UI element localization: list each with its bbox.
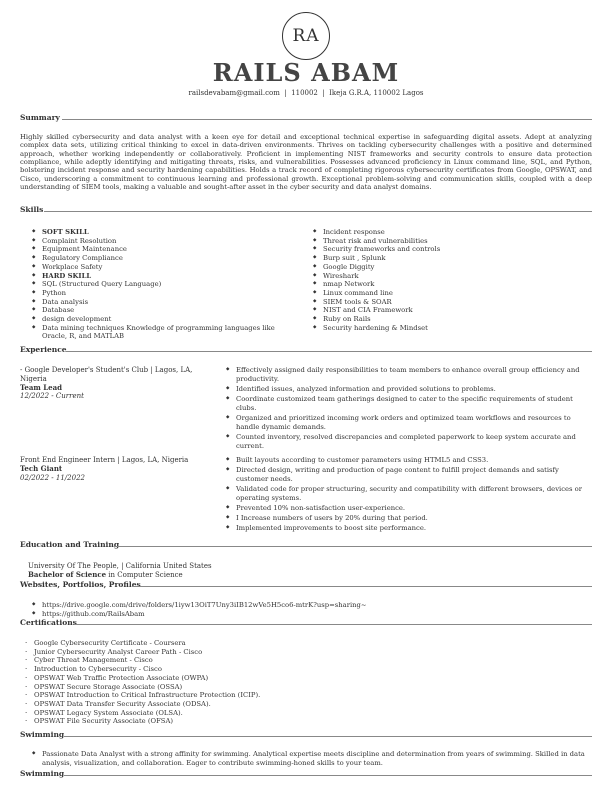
websites-heading: Websites, Portfolios, Profiles bbox=[20, 580, 141, 589]
skill-item: ◆ design development bbox=[32, 315, 294, 324]
contact-line bbox=[0, 89, 612, 97]
certification-item: · Junior Cybersecurity Analyst Career Path - Cisco bbox=[24, 648, 584, 657]
job-bullets bbox=[226, 366, 592, 450]
degree-type: Bachelor of Science bbox=[28, 569, 107, 579]
education-entry bbox=[28, 562, 428, 580]
divider bbox=[114, 546, 592, 547]
job-bullet: ◆ Implemented improvements to boost site performance. bbox=[226, 524, 592, 533]
skill-item: ◆ Incident response bbox=[313, 228, 583, 237]
certification-item: · OPSWAT Legacy System Associate (OLSA). bbox=[24, 709, 584, 718]
summary-heading: Summary bbox=[20, 113, 60, 122]
skill-item: ◆ Equipment Maintenance bbox=[32, 245, 294, 254]
degree-field: in Computer Science bbox=[106, 570, 183, 579]
certification-item: · Cyber Threat Management - Cisco bbox=[24, 656, 584, 665]
divider bbox=[74, 624, 592, 625]
job-bullet: ◆ Prevented 10% non-satisfaction user-experience. bbox=[226, 504, 592, 513]
job-bullet: ◆ Organized and prioritized incoming work orders and optimized team workflows and resources to handle dynamic demands. bbox=[226, 414, 592, 431]
skill-item: ◆ nmap Network bbox=[313, 280, 583, 289]
swimming-heading-2: Swimming bbox=[20, 769, 65, 778]
education-heading: Education and Training bbox=[20, 540, 120, 549]
certifications-heading: Certifications bbox=[20, 618, 77, 627]
skill-item: ◆ Database bbox=[32, 306, 294, 315]
swimming-text bbox=[32, 750, 592, 767]
certification-item: · OPSWAT Secure Storage Associate (OSSA) bbox=[24, 683, 584, 692]
skill-group-heading: ◆ HARD SKILL bbox=[32, 272, 294, 281]
job-meta bbox=[20, 456, 218, 482]
divider bbox=[44, 211, 592, 212]
certification-item: · OPSWAT Data Transfer Security Associate (ODSA). bbox=[24, 700, 584, 709]
job-role: Team Lead bbox=[20, 382, 63, 392]
skill-item: ◆ Wireshark bbox=[313, 272, 583, 281]
school: University Of The People, | California United States bbox=[28, 562, 212, 570]
skill-item: ◆ Data mining techniques Knowledge of programming languages like Oracle, R, and MATLAB bbox=[32, 324, 294, 341]
certification-item: · Google Cybersecurity Certificate - Coursera bbox=[24, 639, 584, 648]
job-dates: 02/2022 - 11/2022 bbox=[20, 473, 85, 482]
skill-item: ◆ Regulatory Compliance bbox=[32, 254, 294, 263]
skill-item: ◆ Ruby on Rails bbox=[313, 315, 583, 324]
job-bullet: ◆ Coordinate customized team gatherings designed to cater to the specific requirements of student clubs. bbox=[226, 395, 592, 412]
job-bullet: ◆ Built layouts according to customer parameters using HTML5 and CSS3. bbox=[226, 456, 592, 465]
job-bullet: ◆ Identified issues, analyzed information and provided solutions to problems. bbox=[226, 385, 592, 394]
divider bbox=[64, 775, 592, 776]
certification-item: · Introduction to Cybersecurity - Cisco bbox=[24, 665, 584, 674]
experience-heading: Experience bbox=[20, 345, 67, 354]
divider bbox=[64, 736, 592, 737]
separator: | bbox=[322, 89, 325, 97]
skill-item: ◆ Security hardening & Mindset bbox=[313, 324, 583, 333]
postal-code: 110002 bbox=[291, 89, 318, 97]
certification-item: · OPSWAT Introduction to Critical Infrastructure Protection (ICIP). bbox=[24, 691, 584, 700]
job-role: Tech Giant bbox=[20, 463, 63, 473]
email[interactable]: railsdevabam@gmail.com bbox=[188, 89, 280, 97]
github-link[interactable]: ◆ https://github.com/RailsAbam bbox=[32, 610, 592, 619]
job-meta bbox=[20, 366, 218, 401]
certification-item: · OPSWAT Web Traffic Protection Associate (OWPA) bbox=[24, 674, 584, 683]
monogram: RA bbox=[282, 12, 330, 60]
separator: | bbox=[284, 89, 287, 97]
skill-item: ◆ Workplace Safety bbox=[32, 263, 294, 272]
skill-item: ◆ Python bbox=[32, 289, 294, 298]
skill-item: ◆ SIEM tools & SOAR bbox=[313, 298, 583, 307]
summary-text: Highly skilled cybersecurity and data analyst with a keen eye for detail and exceptional technical expertise in safeguarding digital assets. Adept at analyzing complex data sets, utilizing critical thinking to excel in data-driven environments. Thrives on tackling cybersecurity challenges with a positive and determined approach, whether working independently or collaboratively. Proficient in implementing NIST frameworks and security controls to ensure data protection compliance, while adeptly identifying and mitigating threats, risks, and vulnerabilities. Possesses advanced proficiency in Linux command line, SQL, and Python, bolstering incident response and security hardening capabilities. Holds a track record of completing rigorous cybersecurity certificates from Google, OPSWAT, and Cisco, underscoring a commitment to continuous learning and professional growth. Exceptional problem-solving and communication skills, coupled with a deep understanding of SIEM tools, making a valuable and sought-after asset in the cyber security and data analyst domains. bbox=[20, 133, 592, 192]
skills-left-column bbox=[32, 228, 294, 341]
portfolio-link[interactable]: ◆ https://drive.google.com/drive/folders/1iyw13OiT7Uny3iIB12wVe5H5co6-mtrK?usp=sharing~ bbox=[32, 601, 592, 610]
swimming-bullet: ◆ Passionate Data Analyst with a strong affinity for swimming. Analytical expertise meets discipline and determination from years of swimming. Skilled in data analysis, visualization, and collaboration. Eager to contribute swimming-honed skills to your team. bbox=[32, 750, 592, 767]
divider bbox=[66, 351, 592, 352]
divider bbox=[62, 119, 592, 120]
job-bullet: ◆ I Increase numbers of users by 20% during that period. bbox=[226, 514, 592, 523]
skill-item: ◆ NIST and CIA Framework bbox=[313, 306, 583, 315]
job-employer: - Google Developer's Student's Club | Lagos, LA, Nigeria bbox=[20, 366, 193, 383]
skill-item: ◆ Burp suit , Splunk bbox=[313, 254, 583, 263]
job-bullet: ◆ Counted inventory, resolved discrepancies and completed paperwork to keep system accurate and current. bbox=[226, 433, 592, 450]
job-bullets bbox=[226, 456, 592, 533]
skill-item: ◆ Data analysis bbox=[32, 298, 294, 307]
job-bullet: ◆ Directed design, writing and production of page content to fulfill project demands and satisfy customer needs. bbox=[226, 466, 592, 483]
skill-item: ◆ Threat risk and vulnerabilities bbox=[313, 237, 583, 246]
job-employer: Front End Engineer Intern | Lagos, LA, Nigeria bbox=[20, 456, 189, 464]
certification-item: · OPSWAT File Security Associate (OFSA) bbox=[24, 717, 584, 726]
address: Ikeja G.R.A, 110002 Lagos bbox=[329, 89, 424, 97]
candidate-name: RAILS ABAM bbox=[212, 58, 400, 87]
job-bullet: ◆ Validated code for proper structuring, security and compatibility with different browsers, devices or operating systems. bbox=[226, 485, 592, 502]
skill-item: ◆ Complaint Resolution bbox=[32, 237, 294, 246]
skill-item: ◆ Google Diggity bbox=[313, 263, 583, 272]
certifications-list bbox=[24, 639, 584, 726]
degree bbox=[28, 571, 428, 580]
websites-list bbox=[32, 601, 592, 618]
job-dates: 12/2022 - Current bbox=[20, 392, 84, 401]
swimming-heading: Swimming bbox=[20, 730, 65, 739]
skill-item: ◆ Linux command line bbox=[313, 289, 583, 298]
skill-group-heading: ◆ SOFT SKILL bbox=[32, 228, 294, 237]
skill-item: ◆ SQL (Structured Query Language) bbox=[32, 280, 294, 289]
job-bullet: ◆ Effectively assigned daily responsibilities to team members to enhance overall group efficiency and productivity. bbox=[226, 366, 592, 383]
skill-item: ◆ Security frameworks and controls bbox=[313, 245, 583, 254]
skills-heading: Skills bbox=[20, 205, 44, 214]
divider bbox=[132, 586, 592, 587]
skills-right-column bbox=[313, 228, 583, 332]
